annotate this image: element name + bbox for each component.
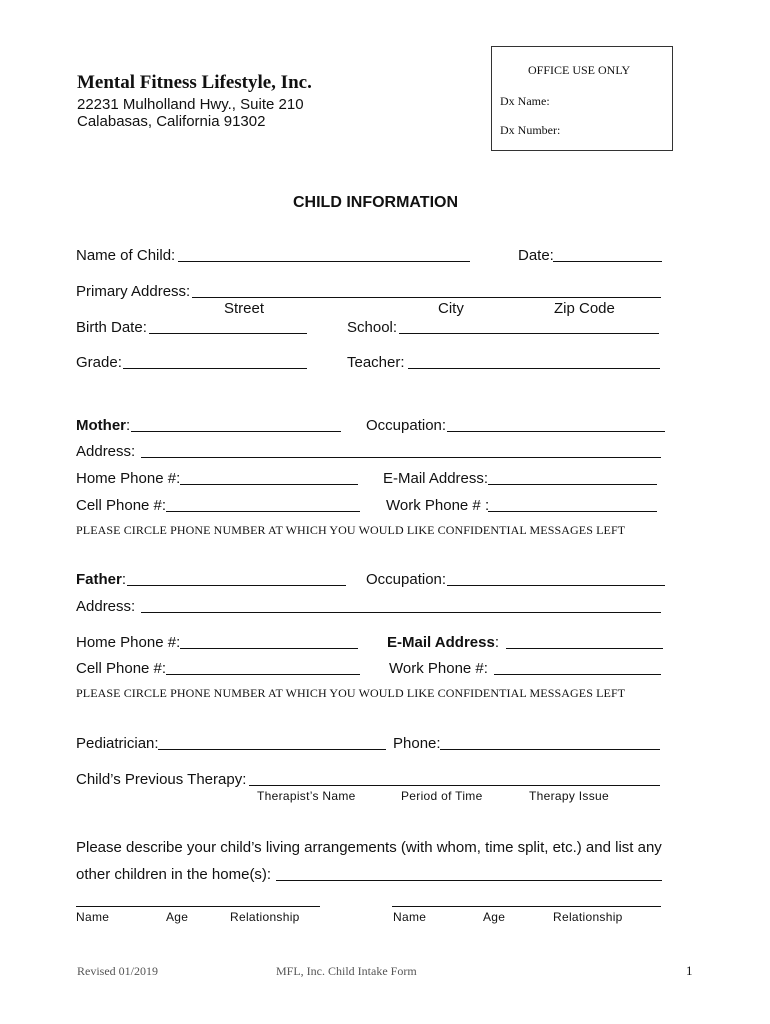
mother-email-label: E-Mail Address:	[383, 470, 489, 487]
school-label: School:	[347, 319, 398, 336]
revised-date: Revised 01/2019	[77, 964, 158, 978]
pediatrician-phone-field[interactable]	[440, 749, 660, 750]
father-work-phone-field[interactable]	[494, 674, 661, 675]
father-address-field[interactable]	[141, 612, 661, 613]
company-name: Mental Fitness Lifestyle, Inc.	[77, 72, 312, 93]
previous-therapy-field[interactable]	[249, 785, 660, 786]
father-work-phone-label: Work Phone #:	[389, 660, 488, 677]
birth-date-field[interactable]	[149, 333, 307, 334]
therapist-name-caption: Therapist’s Name	[257, 789, 356, 803]
date-label: Date:	[518, 247, 554, 264]
grade-label: Grade:	[76, 354, 122, 371]
dx-number-label: Dx Number:	[500, 123, 561, 137]
form-name-footer: MFL, Inc. Child Intake Form	[276, 964, 417, 978]
left-relationship-caption: Relationship	[230, 910, 300, 924]
period-of-time-caption: Period of Time	[401, 789, 483, 803]
pediatrician-phone-label: Phone:	[393, 735, 441, 752]
mother-work-phone-field[interactable]	[488, 511, 657, 512]
page-title: CHILD INFORMATION	[293, 194, 459, 211]
mother-address-label: Address:	[76, 443, 136, 460]
city-caption: City	[438, 300, 464, 317]
father-label: Father:	[76, 571, 127, 588]
child-entry-field-right[interactable]	[392, 906, 661, 907]
primary-address-field[interactable]	[192, 297, 661, 298]
other-children-label: other children in the home(s):	[76, 866, 272, 883]
street-caption: Street	[224, 300, 265, 317]
zip-caption: Zip Code	[554, 300, 615, 317]
mother-cell-phone-label: Cell Phone #:	[76, 497, 167, 514]
father-address-label: Address:	[76, 598, 136, 615]
mother-confidential-notice: PLEASE CIRCLE PHONE NUMBER AT WHICH YOU WOULD LIKE CONFIDENTIAL MESSAGES LEFT	[76, 523, 626, 537]
father-email-field[interactable]	[506, 648, 663, 649]
father-confidential-notice: PLEASE CIRCLE PHONE NUMBER AT WHICH YOU WOULD LIKE CONFIDENTIAL MESSAGES LEFT	[76, 686, 626, 700]
mother-cell-phone-field[interactable]	[166, 511, 360, 512]
pediatrician-field[interactable]	[158, 749, 386, 750]
living-arrangements-prompt: Please describe your child’s living arrangements (with whom, time split, etc.) and list any	[76, 839, 662, 856]
mother-occupation-field[interactable]	[447, 431, 665, 432]
mother-label: Mother:	[76, 417, 131, 434]
father-cell-phone-label: Cell Phone #:	[76, 660, 167, 677]
teacher-label: Teacher:	[347, 354, 405, 371]
child-name-label: Name of Child:	[76, 247, 176, 264]
teacher-field[interactable]	[408, 368, 660, 369]
previous-therapy-label: Child’s Previous Therapy:	[76, 771, 247, 788]
birth-date-label: Birth Date:	[76, 319, 147, 336]
mother-address-field[interactable]	[141, 457, 661, 458]
school-field[interactable]	[399, 333, 659, 334]
mother-home-phone-label: Home Phone #:	[76, 470, 181, 487]
father-occupation-label: Occupation:	[366, 571, 447, 588]
mother-name-field[interactable]	[131, 431, 341, 432]
right-relationship-caption: Relationship	[553, 910, 623, 924]
company-address-line2: Calabasas, California 91302	[77, 113, 266, 130]
primary-address-label: Primary Address:	[76, 283, 191, 300]
other-children-field[interactable]	[276, 880, 662, 881]
father-home-phone-field[interactable]	[180, 648, 358, 649]
page-number: 1	[686, 963, 693, 978]
father-cell-phone-field[interactable]	[166, 674, 360, 675]
right-age-caption: Age	[483, 910, 506, 924]
child-entry-field-left[interactable]	[76, 906, 320, 907]
pediatrician-label: Pediatrician:	[76, 735, 159, 752]
mother-email-field[interactable]	[488, 484, 657, 485]
date-field[interactable]	[553, 261, 662, 262]
mother-work-phone-label: Work Phone # :	[386, 497, 490, 514]
mother-occupation-label: Occupation:	[366, 417, 447, 434]
child-name-field[interactable]	[178, 261, 470, 262]
left-age-caption: Age	[166, 910, 189, 924]
office-use-title: OFFICE USE ONLY	[528, 63, 631, 77]
father-occupation-field[interactable]	[447, 585, 665, 586]
right-name-caption: Name	[393, 910, 427, 924]
company-address-line1: 22231 Mulholland Hwy., Suite 210	[77, 96, 304, 113]
father-email-label: E-Mail Address:	[387, 634, 499, 651]
father-home-phone-label: Home Phone #:	[76, 634, 181, 651]
mother-home-phone-field[interactable]	[180, 484, 358, 485]
grade-field[interactable]	[123, 368, 307, 369]
therapy-issue-caption: Therapy Issue	[529, 789, 609, 803]
father-name-field[interactable]	[127, 585, 346, 586]
left-name-caption: Name	[76, 910, 110, 924]
dx-name-label: Dx Name:	[500, 94, 550, 108]
